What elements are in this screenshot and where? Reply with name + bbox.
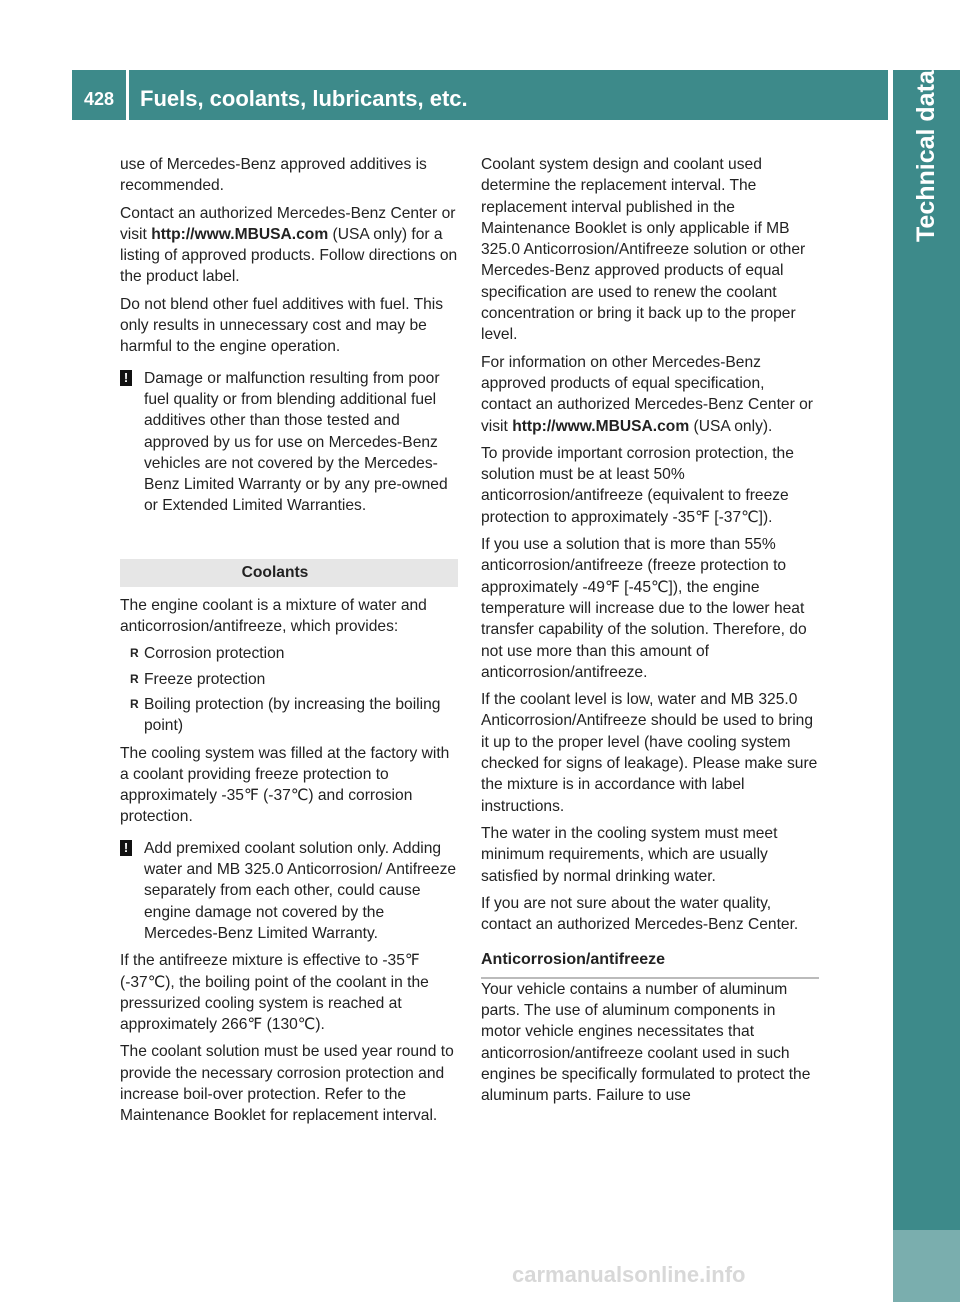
sub-heading: Anticorrosion/antifreeze [481,949,819,978]
list-item: R Corrosion protection [120,643,458,664]
mbusa-link[interactable]: http://www.MBUSA.com [151,225,329,243]
paragraph: If you are not sure about the water quality, contact an authorized Mercedes-Benz Center. [481,894,799,934]
paragraph: For information on other Mercedes-Benz approved products of equal specification, contact an authorized Mercedes-Benz Center or visit http://www.MBUSA.com (USA only). [481,353,813,435]
side-tab-label: Technical data [911,70,940,242]
paragraph: If you use a solution that is more than 55% anticorrosion/antifreeze (freeze protection to approximately -49℉ [-45℃]), the engine temperature will increase due to the lower heat transfer capability of the solution. Therefore, do not use more than this amount of anticorrosion/antifreeze. [481,536,807,681]
warning-note: ! Add premixed coolant solution only. Adding water and MB 325.0 Anticorrosion/ Antifreeze separately from each other, could cause engine damage not covered by the Mercedes-Benz Limited Warranty. [120,838,458,944]
paragraph: If the antifreeze mixture is effective to -35℉ (-37℃), the boiling point of the coolant in the pressurized cooling system is reached at approximately 266℉ (130℃). [120,952,429,1034]
paragraph: If the coolant level is low, water and MB 325.0 Anticorrosion/Antifreeze should be used to bring it up to the proper level (have cooling system checked for signs of leakage). Please make sure the mixture is in accordance with label instructions. [481,691,818,815]
left-column [120,154,458,1133]
paragraph: Contact an authorized Mercedes-Benz Center or visit http://www.MBUSA.com (USA only) for a listing of approved products. Follow directions on the product label. [120,204,458,286]
exclamation-icon: ! [120,370,132,386]
side-tab-corner [893,1230,960,1302]
mbusa-link[interactable]: http://www.MBUSA.com [512,417,690,435]
paragraph: To provide important corrosion protection, the solution must be at least 50% anticorrosion/antifreeze (equivalent to freeze protection to approximately -35℉ [-37℃]). [481,444,794,526]
paragraph: Coolant system design and coolant used determine the replacement interval. The replacement interval published in the Maintenance Booklet is only applicable if MB 325.0 Anticorrosion/Antifreeze solution or other Mercedes-Benz approved products of equal specification are used to renew the coolant concentration or bring it back up to the proper level. [481,156,806,344]
watermark: carmanualsonline.info [512,1262,746,1287]
paragraph: use of Mercedes-Benz approved additives is recommended. [120,156,427,195]
paragraph: Your vehicle contains a number of aluminum parts. The use of aluminum components in motor vehicle engines necessitates that anticorrosion/antifreeze coolant used in such engines be specifically formulated to protect the aluminum parts. Failure to use [481,980,811,1105]
paragraph: The cooling system was filled at the factory with a coolant providing freeze protection to approximately -35℉ (-37℃) and corrosion protection. [120,744,450,826]
section-heading: Coolants [120,559,458,587]
paragraph: Do not blend other fuel additives with fuel. This only results in unnecessary cost and may be harmful to the engine operation. [120,295,444,356]
warning-note: ! Damage or malfunction resulting from poor fuel quality or from blending additional fuel additives other than those tested and approved by us for use on Mercedes-Benz vehicles are not covered by the Mercedes-Benz Limited Warranty or by any pre-owned or Extended Limited Warranties. [120,368,458,517]
paragraph: The water in the cooling system must meet minimum requirements, which are usually satisfied by normal drinking water. [481,824,778,885]
right-column [481,154,819,1112]
exclamation-icon: ! [120,840,132,856]
list-item: R Freeze protection [120,669,458,690]
bullet-list [120,643,458,736]
page-title: Fuels, coolants, lubricants, etc. [140,86,468,111]
list-item: R Boiling protection (by increasing the boiling point) [120,694,458,737]
paragraph: The coolant solution must be used year round to provide the necessary corrosion protection and increase boil-over protection. Refer to the Maintenance Booklet for replacement interval. [120,1043,454,1125]
header-divider [126,70,129,126]
paragraph: The engine coolant is a mixture of water and anticorrosion/antifreeze, which provides: [120,596,427,636]
page-number: 428 [83,89,115,109]
